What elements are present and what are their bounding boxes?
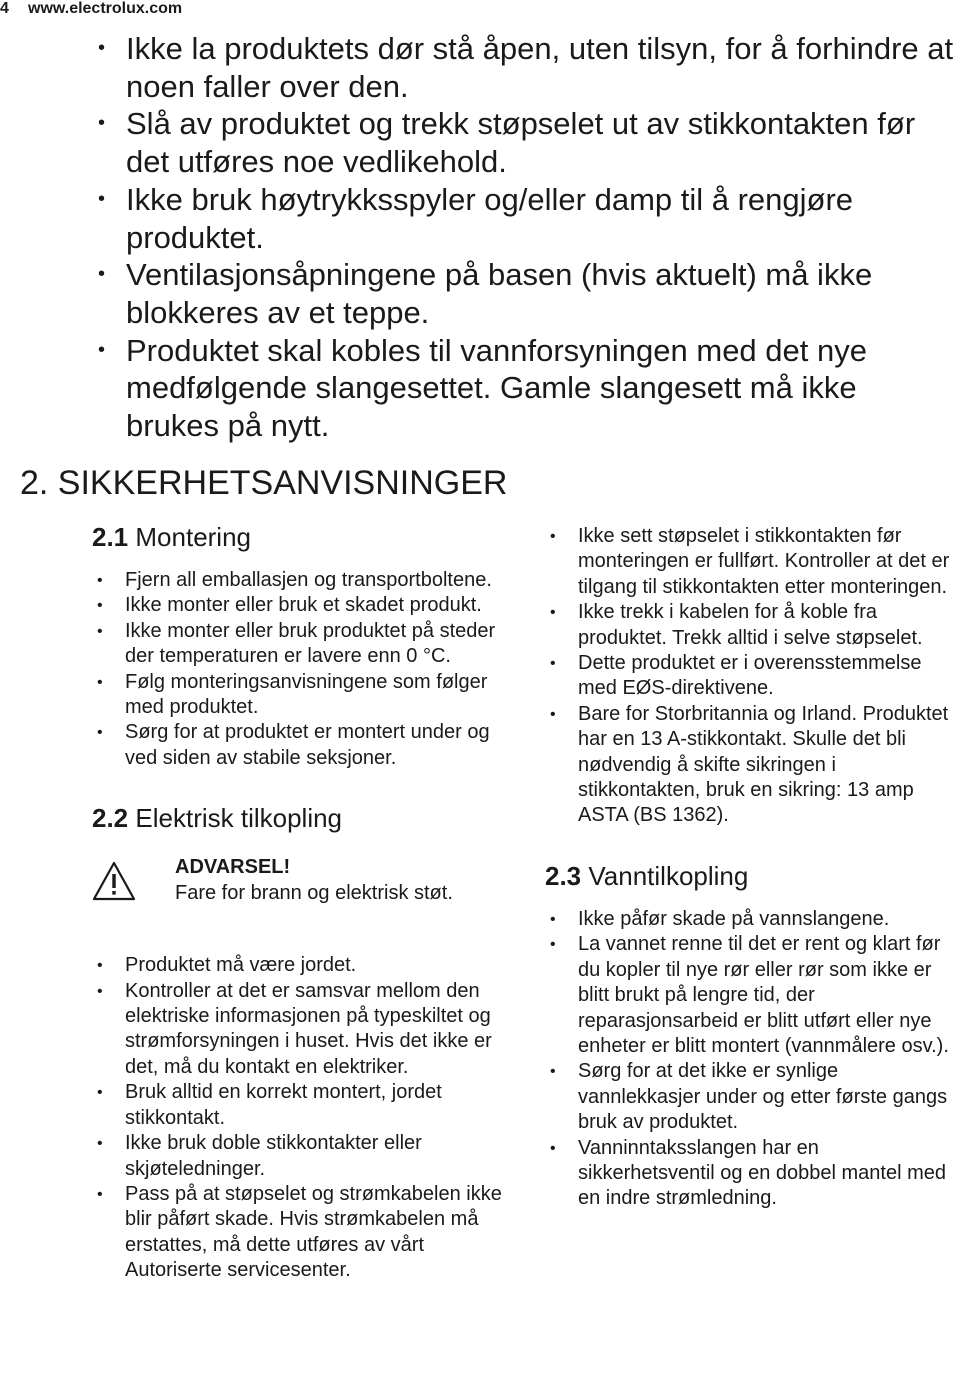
bullet-icon: •: [97, 1084, 103, 1102]
warning-text: [175, 855, 475, 906]
montering-list: [92, 568, 522, 771]
warning-box: [92, 855, 522, 933]
list-item: • Produktet skal kobles til vannforsyningen med det nye medfølgende slangesettet. Gamle slangesett må ikke brukes på nytt.: [98, 332, 867, 444]
bullet-icon: •: [97, 957, 103, 975]
bullet-icon: •: [97, 673, 103, 691]
list-item: • Ikke monter eller bruk et skadet produkt.: [92, 593, 522, 618]
left-column: [92, 520, 522, 1284]
list-item: • Produktet må være jordet.: [92, 953, 522, 978]
bullet-icon: •: [550, 936, 556, 954]
list-item: • Ikke påfør skade på vannslangene.: [545, 907, 955, 932]
list-item: • Slå av produktet og trekk støpselet ut av stikkontakten før det utføres noe vedlikehold.: [98, 106, 916, 180]
list-item: • Ikke bruk doble stikkontakter eller skjøteledninger.: [97, 1132, 422, 1180]
list-item: • Fjern all emballasjen og transportboltene.: [92, 568, 522, 593]
electrical-continued-list: [545, 524, 955, 829]
list-item: • Kontroller at det er samsvar mellom den elektriske informasjonen på typeskiltet og strømforsyningen i huset. Hvis det ikke er det, må du kontakt en elektriker.: [97, 979, 492, 1078]
vann-list: [545, 907, 955, 1212]
bullet-icon: •: [550, 655, 556, 673]
list-item: • Sørg for at produktet er montert under og ved siden av stabile seksjoner.: [97, 721, 490, 769]
list-item: • Ikke trekk i kabelen for å koble fra produktet. Trekk alltid i selve støpselet.: [550, 601, 923, 649]
list-item: • Vanninntaksslangen har en sikkerhetsventil og en dobbel mantel med en indre strømledning.: [550, 1136, 946, 1210]
bullet-icon: •: [98, 187, 106, 210]
site-url: www.electrolux.com: [28, 0, 183, 17]
list-item: • Ikke sett støpselet i stikkontakten før monteringen er fullført. Kontroller at det er tilgang til stikkontakten etter monteringen.: [550, 525, 950, 598]
list-item: • Dette produktet er i overensstemmelse med EØS-direktivene.: [550, 652, 922, 700]
bullet-icon: •: [97, 724, 103, 742]
montering-heading: 2.1 Montering: [92, 522, 252, 552]
right-column: [545, 524, 955, 1212]
bullet-icon: •: [97, 597, 103, 615]
bullet-icon: •: [98, 112, 106, 135]
list-item: • Bruk alltid en korrekt montert, jordet stikkontakt.: [97, 1081, 442, 1129]
page-number: 4: [0, 0, 9, 17]
bullet-icon: •: [97, 572, 103, 589]
warning-title: ADVARSEL!: [175, 856, 291, 879]
list-item: • Ventilasjonsåpningene på basen (hvis aktuelt) må ikke blokkeres av et teppe.: [98, 257, 873, 330]
bullet-icon: •: [97, 982, 103, 1000]
list-item: • Bare for Storbritannia og Irland. Produktet har en 13 A-stikkontakt. Skulle det bli nødvendig å skifte sikringen i stikkontakten, bruk en sikring: 13 amp ASTA (BS 1362).: [550, 702, 949, 827]
bullet-icon: •: [98, 338, 106, 361]
elektrisk-list: [92, 953, 522, 1283]
list-item: • Ikke la produktets dør stå åpen, uten tilsyn, for å forhindre at noen faller over den.: [98, 31, 954, 104]
intro-bullet-list: [86, 30, 958, 445]
bullet-icon: •: [97, 1185, 103, 1203]
section-title: 2. SIKKERHETSANVISNINGER: [20, 464, 508, 502]
bullet-icon: •: [550, 1139, 556, 1157]
elektrisk-heading: 2.2 Elektrisk tilkopling: [92, 803, 343, 834]
list-item: • Følg monteringsanvisningene som følger med produktet.: [97, 670, 488, 719]
warning-triangle-icon: [92, 861, 136, 901]
list-item: • Ikke monter eller bruk produktet på steder der temperaturen er lavere enn 0 °C.: [97, 619, 496, 668]
list-item: • La vannet renne til det er rent og klart før du kopler til nye rør eller rør som ikke er blitt brukt på lengre tid, der reparasjonsarbeid er blitt utført eller nye enheter er blitt montert (vannmålere osv.).: [550, 933, 949, 1057]
bullet-icon: •: [98, 263, 106, 286]
bullet-icon: •: [550, 604, 556, 622]
warning-body: Fare for brann og elektrisk støt.: [175, 881, 453, 904]
bullet-icon: •: [98, 37, 106, 59]
bullet-icon: •: [550, 705, 556, 723]
vann-heading: 2.3 Vanntilkopling: [545, 860, 749, 891]
bullet-icon: •: [97, 622, 103, 640]
list-item: • Pass på at støpselet og strømkabelen ikke blir påført skade. Hvis strømkabelen må erstattes, må dette utføres av vårt Autoriserte servicesenter.: [97, 1182, 502, 1282]
bullet-icon: •: [97, 1135, 103, 1153]
list-item: • Sørg for at det ikke er synlige vannlekkasjer under og etter første gangs bruk av produktet.: [550, 1060, 948, 1134]
list-item: • Ikke bruk høytrykksspyler og/eller damp til å rengjøre produktet.: [98, 181, 854, 255]
bullet-icon: •: [550, 528, 556, 545]
bullet-icon: •: [550, 910, 556, 928]
bullet-icon: •: [550, 1063, 556, 1081]
